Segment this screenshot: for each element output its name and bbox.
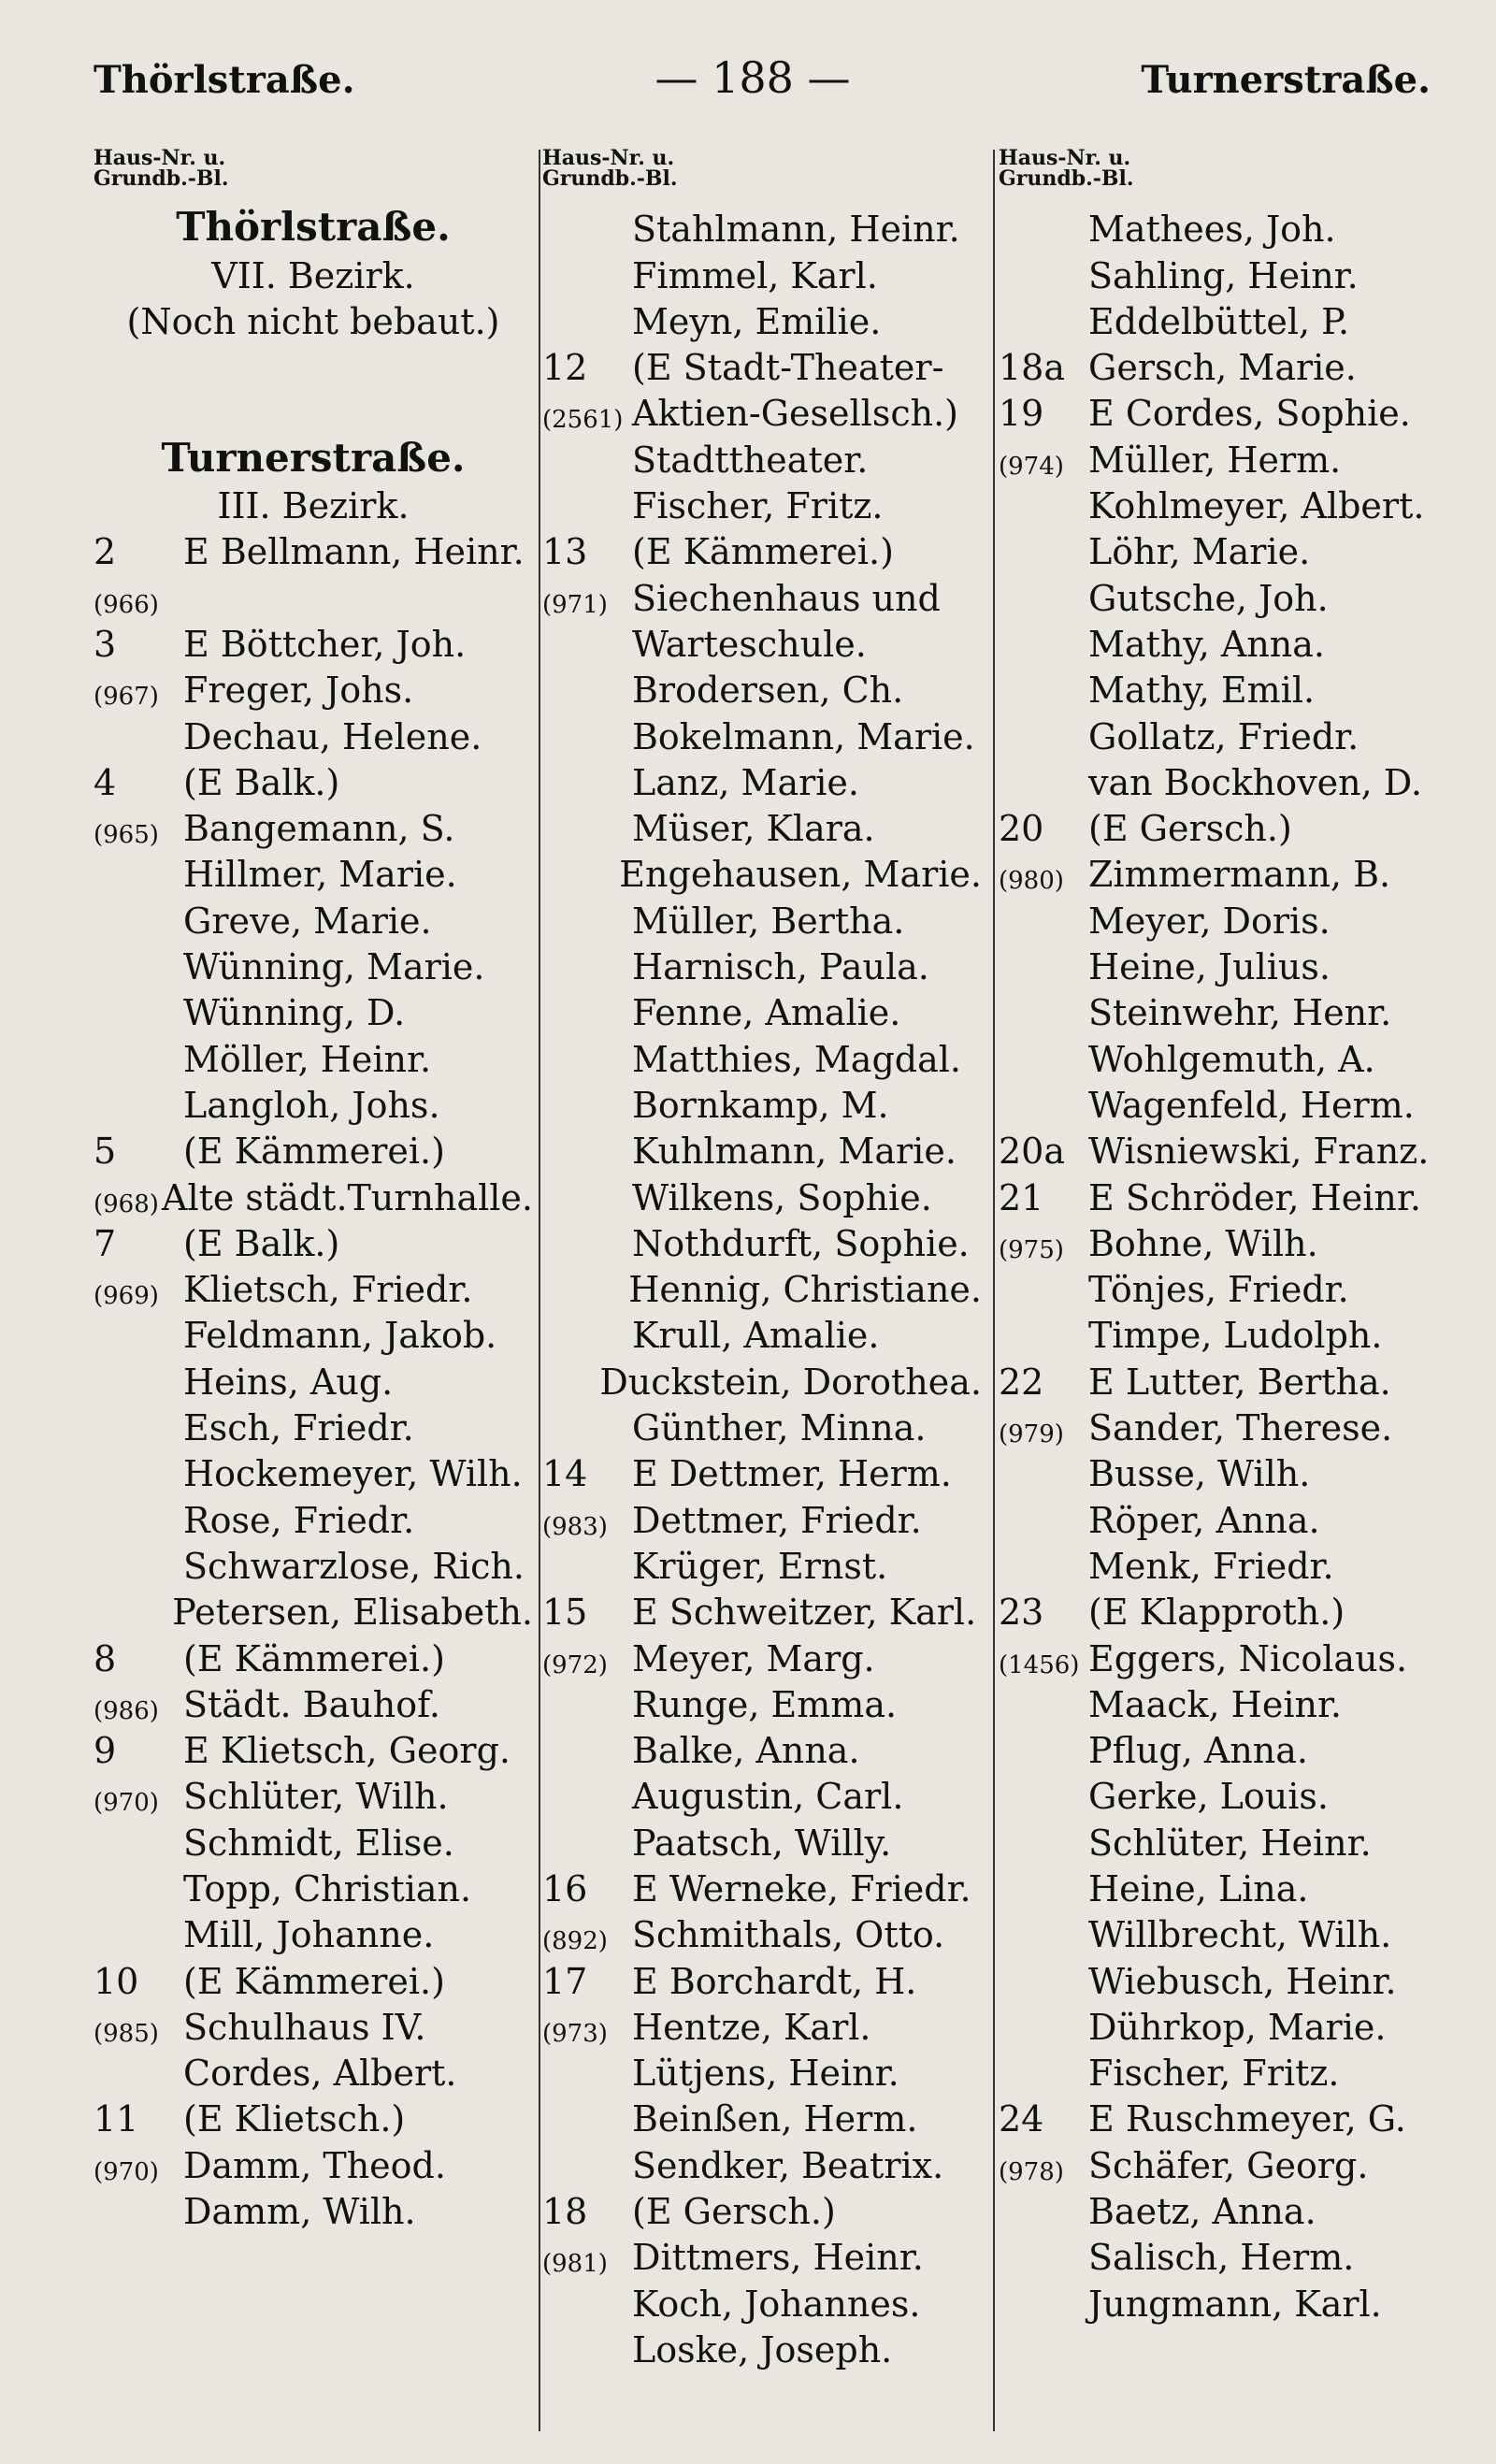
entry: 19 E Cordes, Sophie. [999, 393, 1411, 435]
entry: 14 E Dettmer, Herm. [542, 1453, 952, 1495]
entry: Müller, Bertha. [632, 900, 905, 942]
entry: Petersen, Elisabeth. [172, 1592, 533, 1634]
entry: Möller, Heinr. [183, 1038, 432, 1080]
entry: 24 E Ruschmeyer, G. [999, 2098, 1406, 2140]
entry: (966) [94, 590, 159, 619]
entry: Fenne, Amalie. [632, 992, 901, 1034]
entry: Greve, Marie. [183, 900, 432, 942]
entry: Wiebusch, Heinr. [1088, 1960, 1397, 2002]
entry: 11 (E Klietsch.) [94, 2098, 406, 2140]
entry: Lütjens, Heinr. [632, 2053, 899, 2095]
entry: (973) Hentze, Karl. [542, 2006, 871, 2048]
entry: Augustin, Carl. [632, 1776, 904, 1818]
entry: 10 (E Kämmerei.) [94, 1960, 445, 2002]
page-number: — 188 — [654, 52, 851, 103]
entry: 22 E Lutter, Bertha. [999, 1361, 1391, 1403]
entry: (892) Schmithals, Otto. [542, 1914, 945, 1956]
entry: (969) Klietsch, Friedr. [94, 1269, 473, 1311]
entry: Stahlmann, Heinr. [632, 209, 960, 251]
entry: Paatsch, Willy. [632, 1822, 892, 1864]
entry: Wünning, D. [183, 992, 406, 1034]
entry: Mathy, Emil. [1088, 670, 1316, 712]
entry: Tönjes, Friedr. [1088, 1269, 1349, 1311]
entry: Dechau, Helene. [183, 715, 482, 757]
entry: (975) Bohne, Wilh. [999, 1222, 1318, 1264]
entry: Hennig, Christiane. [628, 1269, 982, 1311]
entry: Krull, Amalie. [632, 1315, 880, 1357]
entry: Schmidt, Elise. [183, 1822, 454, 1864]
entry: Langloh, Johs. [183, 1084, 440, 1126]
entry: (979) Sander, Therese. [999, 1407, 1393, 1449]
entry: (2561) Aktien-Gesellsch.) [542, 393, 958, 435]
entry: Gollatz, Friedr. [1088, 715, 1359, 757]
entry: Röper, Anna. [1088, 1499, 1320, 1541]
entry: Matthies, Magdal. [632, 1038, 961, 1080]
entry: (1456) Eggers, Nicolaus. [999, 1637, 1408, 1679]
entry: Koch, Johannes. [632, 2283, 921, 2325]
entry: Wohlgemuth, A. [1088, 1038, 1375, 1080]
entry: (981) Dittmers, Heinr. [542, 2237, 924, 2279]
entry: Heins, Aug. [183, 1361, 394, 1403]
entry: 8 (E Kämmerei.) [94, 1637, 445, 1679]
entry: Harnisch, Paula. [632, 946, 929, 988]
district-label: VII. Bezirk. [211, 254, 415, 296]
entry: 18 (E Gersch.) [542, 2191, 836, 2233]
running-head-left: Thörlstraße. [94, 58, 355, 102]
entry: Fimmel, Karl. [632, 254, 878, 296]
entry: Meyn, Emilie. [632, 300, 882, 342]
entry: Löhr, Marie. [1088, 531, 1311, 573]
district-label: III. Bezirk. [217, 485, 410, 527]
entry: Baetz, Anna. [1088, 2191, 1316, 2233]
entry: Willbrecht, Wilh. [1088, 1914, 1392, 1956]
entry: Runge, Emma. [632, 1683, 898, 1725]
entry: 20 (E Gersch.) [999, 808, 1292, 850]
entry: (970) Damm, Theod. [94, 2144, 446, 2186]
entry: Loske, Joseph. [632, 2328, 893, 2370]
column-heading: Haus-Nr. u. Grundb.-Bl. [999, 146, 1134, 191]
entry: Dührkop, Marie. [1088, 2006, 1387, 2048]
street-title: Thörlstraße. [176, 204, 451, 251]
street-title: Turnerstraße. [161, 434, 466, 481]
entry: 13 (E Kämmerei.) [542, 531, 894, 573]
entry: 17 E Borchardt, H. [542, 1960, 917, 2002]
entry: Kohlmeyer, Albert. [1088, 485, 1425, 527]
entry: Rose, Friedr. [183, 1499, 415, 1541]
entry: Warteschule. [632, 623, 867, 665]
entry: Nothdurft, Sophie. [632, 1222, 970, 1264]
entry: (967) Freger, Johs. [94, 670, 414, 712]
entry: 9 E Klietsch, Georg. [94, 1730, 511, 1772]
entry: Sahling, Heinr. [1088, 254, 1359, 296]
entry: 7 (E Balk.) [94, 1222, 340, 1264]
entry: van Bockhoven, D. [1088, 761, 1422, 803]
entry: Eddelbüttel, P. [1088, 300, 1350, 342]
entry: Bornkamp, M. [632, 1084, 889, 1126]
entry: Heine, Julius. [1088, 946, 1331, 988]
entry: Duckstein, Dorothea. [599, 1361, 982, 1403]
entry: 20a Wisniewski, Franz. [999, 1131, 1430, 1173]
entry: Salisch, Herm. [1088, 2237, 1355, 2279]
entry: Pflug, Anna. [1088, 1730, 1308, 1772]
column-1 [94, 148, 533, 2232]
entry: Steinwehr, Henr. [1088, 992, 1392, 1034]
entry: Wilkens, Sophie. [632, 1176, 932, 1218]
entry: Mill, Johanne. [183, 1914, 435, 1956]
entry: Balke, Anna. [632, 1730, 860, 1772]
entry: Feldmann, Jakob. [183, 1315, 497, 1357]
entry: Brodersen, Ch. [632, 670, 904, 712]
entry: 2 E Bellmann, Heinr. [94, 531, 525, 573]
entry: Günther, Minna. [632, 1407, 927, 1449]
entry: (971) Siechenhaus und [542, 577, 941, 619]
entry: Krüger, Ernst. [632, 1545, 888, 1587]
entry: Stadttheater. [632, 439, 869, 481]
entry: 21 E Schröder, Heinr. [999, 1176, 1421, 1218]
column-divider [539, 150, 540, 2431]
entry: Hockemeyer, Wilh. [183, 1453, 523, 1495]
entry: (986) Städt. Bauhof. [94, 1683, 440, 1725]
column-heading: Haus-Nr. u. Grundb.-Bl. [94, 146, 229, 191]
entry: Fischer, Fritz. [632, 485, 884, 527]
entry: Schwarzlose, Rich. [183, 1545, 525, 1587]
entry: Kuhlmann, Marie. [632, 1131, 957, 1173]
entry: Beinßen, Herm. [632, 2098, 918, 2140]
column-heading: Haus-Nr. u. Grundb.-Bl. [542, 146, 678, 191]
entry: (983) Dettmer, Friedr. [542, 1499, 922, 1541]
entry: 23 (E Klapproth.) [999, 1592, 1345, 1634]
entry: Mathy, Anna. [1088, 623, 1326, 665]
entry: Hillmer, Marie. [183, 854, 457, 896]
entry: (968) Alte städt.Turnhalle. [94, 1176, 533, 1218]
entry: 18a Gersch, Marie. [999, 347, 1357, 389]
entry: Gerke, Louis. [1088, 1776, 1330, 1818]
entry: Engehausen, Marie. [619, 854, 982, 896]
entry: Wagenfeld, Herm. [1088, 1084, 1415, 1126]
entry: Maack, Heinr. [1088, 1683, 1343, 1725]
entry: Sendker, Beatrix. [632, 2144, 944, 2186]
entry: Gutsche, Joh. [1088, 577, 1329, 619]
entry: Jungmann, Karl. [1088, 2283, 1382, 2325]
entry: (965) Bangemann, S. [94, 808, 455, 850]
entry: 3 E Böttcher, Joh. [94, 623, 467, 665]
entry: (985) Schulhaus IV. [94, 2006, 426, 2048]
entry: Cordes, Albert. [183, 2053, 457, 2095]
entry: Damm, Wilh. [183, 2191, 416, 2233]
entry: 4 (E Balk.) [94, 761, 340, 803]
column-divider [993, 150, 995, 2431]
entry: Fischer, Fritz. [1088, 2053, 1340, 2095]
entry: 12 (E Stadt-Theater- [542, 347, 944, 389]
entry: (972) Meyer, Marg. [542, 1637, 875, 1679]
entry: Topp, Christian. [183, 1867, 472, 1909]
entry: Wünning, Marie. [183, 946, 485, 988]
entry: Bokelmann, Marie. [632, 715, 975, 757]
entry: (970) Schlüter, Wilh. [94, 1776, 449, 1818]
column-2 [542, 148, 982, 2370]
entry: Timpe, Ludolph. [1088, 1315, 1383, 1357]
note: (Noch nicht bebaut.) [126, 300, 500, 342]
entry: (974) Müller, Herm. [999, 439, 1342, 481]
entry: Meyer, Doris. [1088, 900, 1331, 942]
entry: Mathees, Joh. [1088, 209, 1336, 251]
entry: Menk, Friedr. [1088, 1545, 1334, 1587]
entry: (978) Schäfer, Georg. [999, 2144, 1369, 2186]
entry: (980) Zimmermann, B. [999, 854, 1391, 896]
entry: Heine, Lina. [1088, 1867, 1309, 1909]
entry: Lanz, Marie. [632, 761, 859, 803]
entry: 5 (E Kämmerei.) [94, 1131, 445, 1173]
entry: 15 E Schweitzer, Karl. [542, 1592, 977, 1634]
entry: Busse, Wilh. [1088, 1453, 1311, 1495]
running-head-right: Turnerstraße. [1141, 58, 1431, 102]
entry: Esch, Friedr. [183, 1407, 414, 1449]
entry: Müser, Klara. [632, 808, 875, 850]
entry: 16 E Werneke, Friedr. [542, 1867, 971, 1909]
entry: Schlüter, Heinr. [1088, 1822, 1372, 1864]
column-3 [999, 148, 1447, 2325]
